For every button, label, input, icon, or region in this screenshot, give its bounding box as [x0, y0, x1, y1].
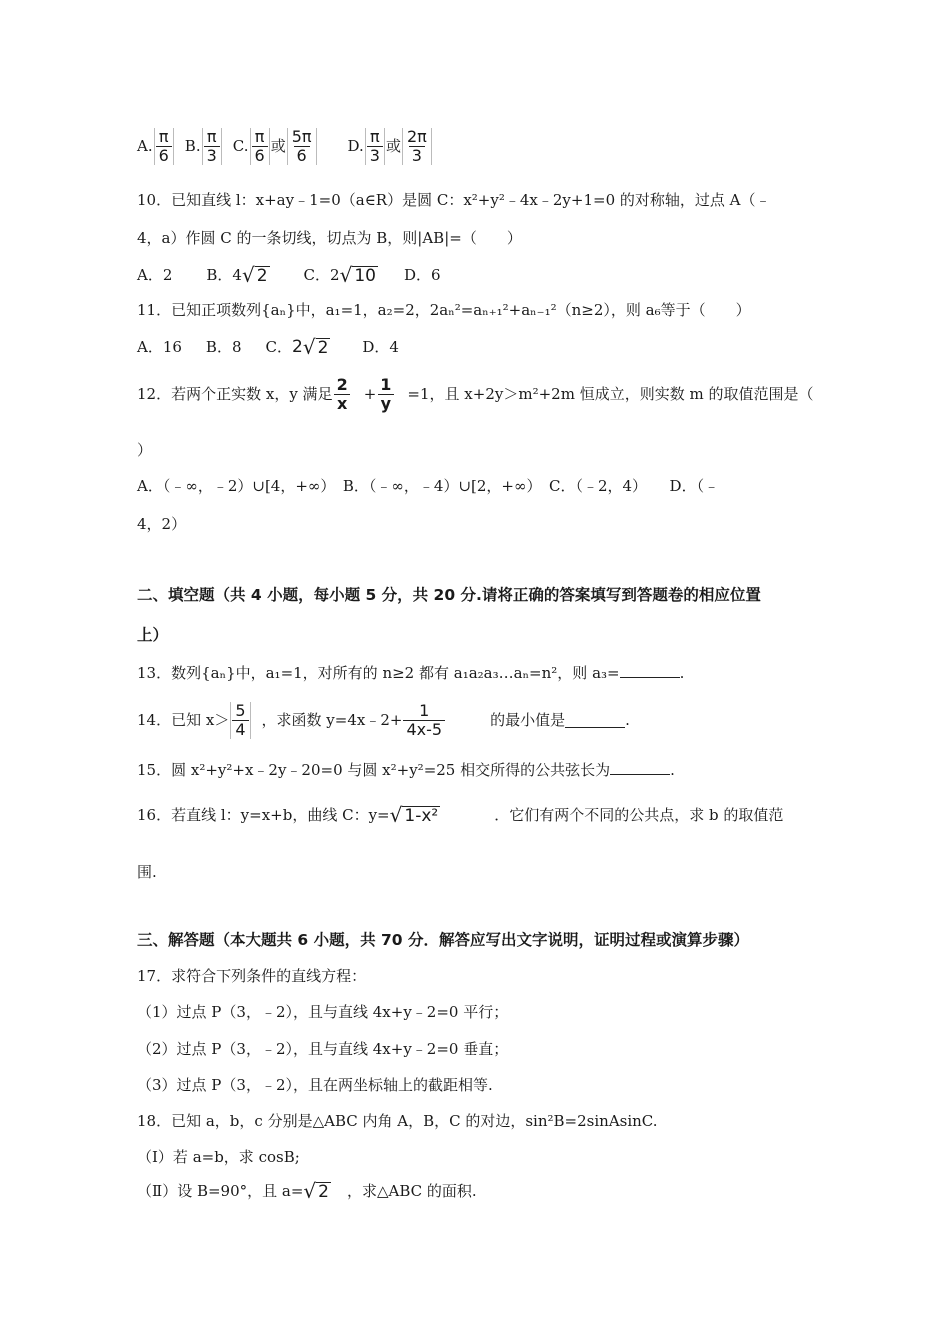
q12-line-1 [137, 372, 813, 416]
q13-answer-blank [620, 663, 680, 678]
q14-pre: 14．已知 x＞ [137, 711, 230, 729]
q9-option-d-fraction-2: $\frac{2\pi}{3}$ [402, 128, 432, 165]
q18-title: 18．已知 a，b，c 分别是△ABC 内角 A，B，C 的对边，sin²B=2sinAsinC. [137, 1112, 658, 1130]
q17-part-2: （2）过点 P（3，﹣2），且与直线 4x+y﹣2=0 垂直； [137, 1040, 509, 1058]
q10-option-b-sqrt: √ 2 [241, 263, 268, 287]
q17-part-3: （3）过点 P（3，﹣2），且在两坐标轴上的截距相等. [137, 1076, 493, 1094]
q10-option-a: A．2 [137, 266, 173, 284]
q11-option-a: A．16 [137, 338, 182, 356]
q9-option-c-fraction-2: $\frac{5\pi}{6}$ [287, 128, 317, 165]
q11-option-d: D．4 [362, 338, 399, 356]
q12-fraction-1-over-y: $\frac{1}{y}$ [377, 376, 394, 413]
section-3-heading: 三、解答题（本大题共 6 小题，共 70 分．解答应写出文字说明，证明过程或演算步骤） [137, 931, 749, 949]
q14-fraction-5-over-4: $\frac{5}{4}$ [230, 702, 250, 739]
section-2-heading: 二、填空题（共 4 小题，每小题 5 分，共 20 分.请将正确的答案填写到答题卷的相应位置 [137, 586, 761, 604]
q15-end: . [670, 761, 675, 779]
q12-stem-post: =1，且 x+2y＞m²+2m 恒成立，则实数 m 的取值范围是（ [407, 385, 814, 403]
q9-option-c-fraction-1: $\frac{\pi}{6}$ [250, 128, 270, 165]
q9-option-c-or: 或 [270, 137, 286, 155]
q16-line-1 [137, 796, 783, 834]
q14-fraction-1-over-4x-5: $\frac{1}{4x-5}$ [403, 702, 445, 739]
q18-sqrt-2: √ 2 [303, 1179, 329, 1203]
q18-part-2-post: ，求△ABC 的面积. [347, 1182, 477, 1200]
q14-answer-blank [565, 713, 625, 728]
q17-part-1: （1）过点 P（3，﹣2），且与直线 4x+y﹣2=0 平行； [137, 1003, 509, 1021]
q10-line-1: 10．已知直线 l：x+ay﹣1=0（a∈R）是圆 C：x²+y²﹣4x﹣2y+1=0 的对称轴，过点 A（﹣ [137, 191, 771, 209]
q12-line-2: ） [137, 441, 153, 459]
q9-option-b-label: B. [184, 137, 201, 155]
q14-mid: ，求函数 y=4x﹣2+ [261, 711, 403, 729]
q10-option-c: C．2 [303, 266, 340, 284]
q10-option-b: B．4 [206, 266, 242, 284]
q10-option-c-sqrt: √ 10 [339, 263, 376, 287]
q10-option-d: D．6 [403, 266, 441, 284]
q9-option-d-fraction-1: $\frac{\pi}{3}$ [365, 128, 385, 165]
section-2-heading-cont: 上） [137, 626, 169, 644]
q11-option-c: C． [265, 338, 292, 356]
q16-pre: 16．若直线 l：y=x+b，曲线 C：y= [137, 806, 390, 824]
q13 [137, 663, 684, 683]
q12-fraction-2-over-x: $\frac{2}{x}$ [334, 376, 351, 413]
q14 [137, 694, 630, 746]
q17-title: 17．求符合下列条件的直线方程： [137, 967, 367, 985]
q9-option-a-label: A. [137, 137, 153, 155]
q10-line-2: 4，a）作圆 C 的一条切线，切点为 B，则|AB|=（ ） [137, 229, 522, 247]
q9-option-b-fraction: $\frac{\pi}{3}$ [202, 128, 222, 165]
q10-options [137, 262, 441, 288]
q11-options [137, 334, 399, 360]
q18-part-1: （Ⅰ）若 a=b，求 cosB; [137, 1148, 300, 1166]
q18-part-2-pre: （Ⅱ）设 B=90°，且 a= [137, 1182, 304, 1200]
q16-sqrt: √ 1-x² [389, 803, 439, 827]
q18-part-2 [137, 1176, 477, 1206]
q11-line-1: 11．已知正项数列{aₙ}中，a₁=1，a₂=2，2aₙ²=aₙ₊₁²+aₙ₋₁²（n≥2），则 a₆等于（ ） [137, 301, 751, 319]
q13-end: . [679, 664, 685, 682]
q11-option-c-value: 2 √ 2 [291, 335, 329, 359]
q12-stem-pre: 12．若两个正实数 x，y 满足 [137, 385, 333, 403]
q16-line-2: 围. [137, 863, 157, 881]
q12-plus: + [363, 385, 377, 403]
q12-options: A．（﹣∞，﹣2）∪[4，+∞） B．（﹣∞，﹣4）∪[2，+∞） C．（﹣2，4） D．（﹣ [137, 477, 720, 495]
q14-post: 的最小值是 [490, 711, 566, 729]
q16-post: ．它们有两个不同的公共点，求 b 的取值范 [494, 806, 784, 824]
q11-option-b: B．8 [205, 338, 242, 356]
q15-text: 15．圆 x²+y²+x﹣2y﹣20=0 与圆 x²+y²=25 相交所得的公共弦长为 [137, 761, 611, 779]
q9-options [137, 124, 433, 168]
q9-option-d-or: 或 [385, 137, 401, 155]
q14-end: . [625, 711, 630, 729]
q9-option-d-label: D. [347, 137, 364, 155]
q12-options-cont: 4，2） [137, 515, 187, 533]
q15 [137, 760, 675, 780]
q9-option-a-fraction: $\frac{\pi}{6}$ [154, 128, 174, 165]
q9-option-c-label: C. [232, 137, 249, 155]
q15-answer-blank [610, 760, 670, 775]
q13-text: 13．数列{aₙ}中，a₁=1，对所有的 n≥2 都有 a₁a₂a₃…aₙ=n²，则 a₃= [137, 664, 620, 682]
